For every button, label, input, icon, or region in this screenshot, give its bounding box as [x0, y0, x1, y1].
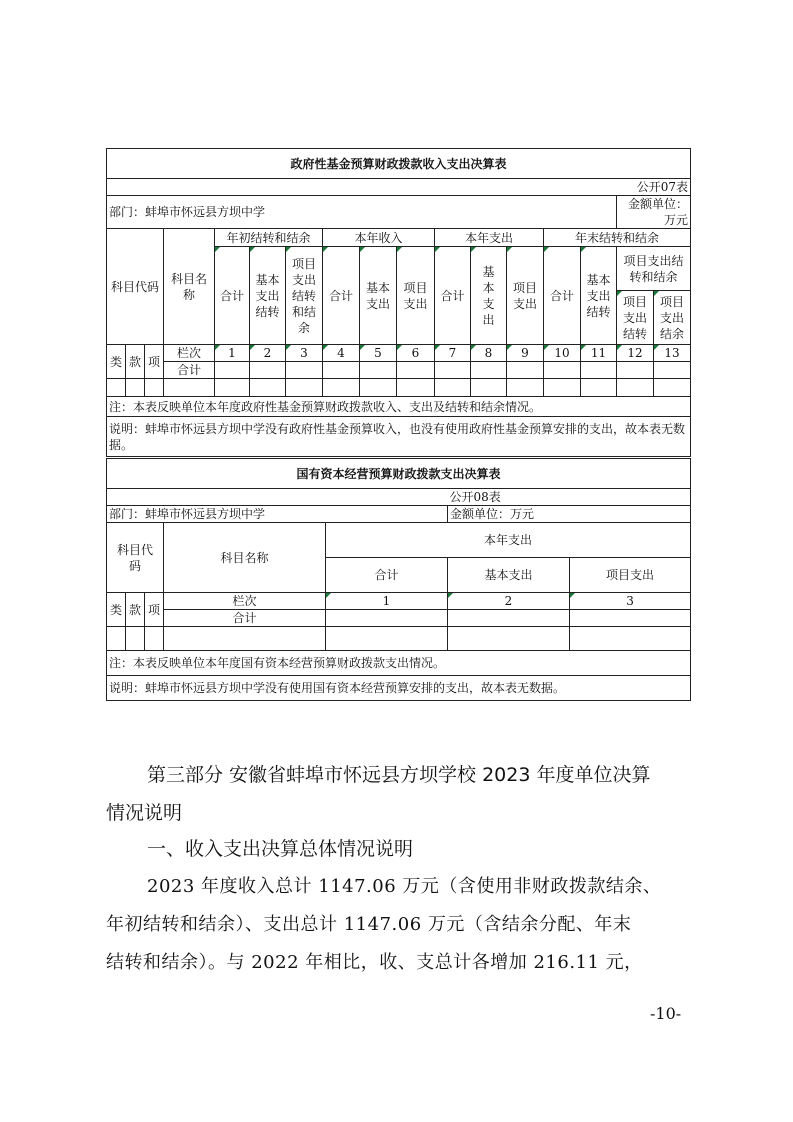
- col-number: 13: [654, 345, 691, 362]
- table-row: [107, 627, 691, 651]
- subheader-cell: 合计: [435, 247, 471, 345]
- subheader-cell: 项目支出结余: [654, 291, 691, 345]
- dept-label: 部门：蚌埠市怀远县方坝中学: [107, 506, 448, 523]
- subheader-cell: 基本支出: [360, 247, 397, 345]
- subheader-cell: 合计: [326, 558, 448, 593]
- subheader-cell: 项目支出: [397, 247, 435, 345]
- paragraph-line: 年初结转和结余）、支出总计 1147.06 万元（含结余分配、年末: [106, 914, 632, 935]
- table-title: 国有资本经营预算财政拨款支出决算表: [107, 459, 691, 489]
- col-number: 1: [215, 345, 250, 362]
- table-code: 公开08表: [448, 489, 691, 506]
- table-state-capital: [106, 458, 691, 701]
- section-heading-cont: 情况说明: [106, 802, 183, 824]
- col-number: 6: [397, 345, 435, 362]
- col-number: 3: [286, 345, 323, 362]
- class-label: 类: [107, 593, 126, 627]
- table-explain: 说明：蚌埠市怀远县方坝中学没有使用国有资本经营预算安排的支出，故本表无数据。: [107, 676, 691, 701]
- subheader-cell: 项目支出: [570, 558, 691, 593]
- col-number: 4: [323, 345, 360, 362]
- group-header: 年末结转和结余: [544, 229, 691, 247]
- col-number: 7: [435, 345, 471, 362]
- subheader-cell: 基本支出: [448, 558, 570, 593]
- class-label: 款: [126, 345, 145, 379]
- col-number: 2: [448, 593, 570, 610]
- col-number: 11: [581, 345, 617, 362]
- class-label: 项: [145, 345, 164, 379]
- col-number: 2: [250, 345, 286, 362]
- subheader-cell: 项目支出结转: [617, 291, 654, 345]
- subheader-cell: 基本支出结转: [581, 247, 617, 345]
- header-subject-code: 科目代码: [107, 523, 164, 593]
- class-label: 项: [145, 593, 164, 627]
- header-subject-code: 科目代码: [107, 229, 164, 345]
- col-number: 5: [360, 345, 397, 362]
- table-government-fund: [106, 148, 691, 457]
- col-number: 10: [544, 345, 581, 362]
- subheader-cell: 基本支出: [471, 247, 507, 345]
- col-number: 1: [326, 593, 448, 610]
- subheader-cell: 合计: [323, 247, 360, 345]
- group-header: 本年支出: [435, 229, 544, 247]
- col-number: 3: [570, 593, 691, 610]
- group-header: 本年支出: [326, 523, 691, 558]
- section-heading: 第三部分 安徽省蚌埠市怀远县方坝学校 2023 年度单位决算: [147, 764, 651, 786]
- row-total-label: 合计: [164, 362, 215, 379]
- row-total-label: 合计: [164, 610, 326, 627]
- class-label: 类: [107, 345, 126, 379]
- col-number: 12: [617, 345, 654, 362]
- table-row: [107, 379, 691, 397]
- col-number: 9: [507, 345, 544, 362]
- subheader-cell: 合计: [544, 247, 581, 345]
- group-header: 本年收入: [323, 229, 435, 247]
- subheader-cell: 项目支出结转和结余: [286, 247, 323, 345]
- paragraph-line: 结转和结余）。与 2022 年相比，收、支总计各增加 216.11 元，: [106, 952, 643, 973]
- subgroup-header: 项目支出结转和结余: [617, 247, 691, 291]
- subheader-cell: 合计: [215, 247, 250, 345]
- subsection-heading: 一、收入支出决算总体情况说明: [147, 838, 414, 860]
- header-subject-name: 科目名称: [164, 229, 215, 345]
- table-explain: 说明：蚌埠市怀远县方坝中学没有政府性基金预算收入，也没有使用政府性基金预算安排的支出，故本表无数据。: [107, 417, 691, 457]
- unit-label: 金额单位：万元: [617, 196, 691, 229]
- table-title: 政府性基金预算财政拨款收入支出决算表: [107, 149, 691, 179]
- row-index-label: 栏次: [164, 345, 215, 362]
- table-note: 注：本表反映单位本年度政府性基金预算财政拨款收入、支出及结转和结余情况。: [107, 397, 691, 417]
- table-code: 公开07表: [107, 179, 691, 196]
- dept-label: 部门：蚌埠市怀远县方坝中学: [107, 196, 617, 229]
- table-note: 注：本表反映单位本年度国有资本经营预算财政拨款支出情况。: [107, 651, 691, 676]
- class-label: 款: [126, 593, 145, 627]
- unit-label: 金额单位：万元: [448, 506, 691, 523]
- paragraph-line: 2023 年度收入总计 1147.06 万元（含使用非财政拨款结余、: [147, 876, 662, 897]
- subheader-cell: 项目支出: [507, 247, 544, 345]
- row-index-label: 栏次: [164, 593, 326, 610]
- col-number: 8: [471, 345, 507, 362]
- group-header: 年初结转和结余: [215, 229, 323, 247]
- page-number: -10-: [650, 1004, 682, 1023]
- subheader-cell: 基本支出结转: [250, 247, 286, 345]
- header-subject-name: 科目名称: [164, 523, 326, 593]
